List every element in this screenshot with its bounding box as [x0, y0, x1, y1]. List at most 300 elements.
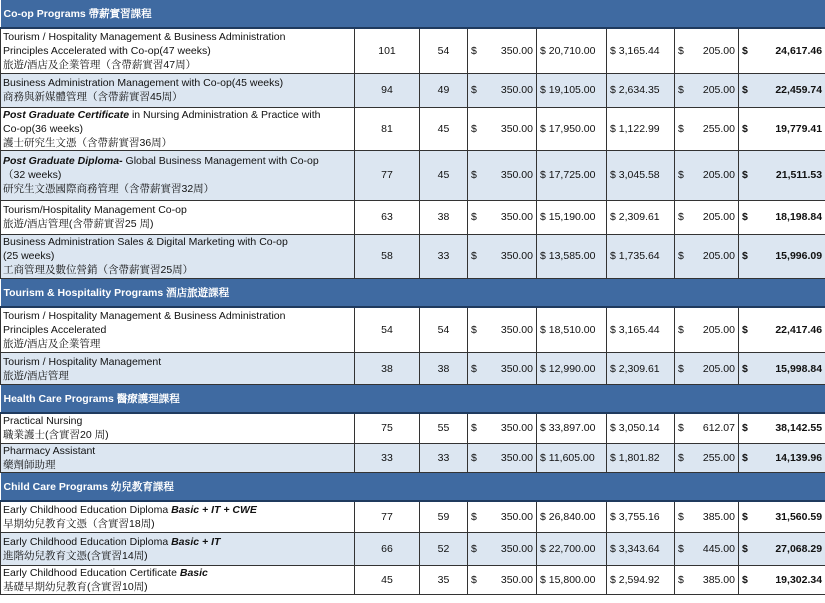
table-body — [1, 0, 825, 595]
tuition-fee: $ 17,950.00 — [537, 107, 607, 150]
books-fee: $ 3,343.64 — [607, 533, 675, 566]
program-name-text: 早期幼兒教育文憑（含實習18周) — [3, 517, 155, 530]
currency-symbol: $ — [471, 543, 477, 555]
tuition-fee: $ 18,510.00 — [537, 307, 607, 353]
application-fee-value — [471, 45, 533, 57]
currency-symbol: $ — [678, 422, 684, 435]
total-weeks: 58 — [355, 234, 420, 278]
total-cost-value — [742, 84, 822, 96]
application-fee — [468, 353, 537, 385]
application-fee-value — [471, 574, 533, 586]
program-name-line — [3, 263, 352, 277]
total-cost — [739, 443, 825, 472]
program-row — [1, 107, 825, 150]
currency-symbol: $ — [742, 122, 748, 135]
other-fee-value — [678, 363, 735, 375]
tuition-fee: $ 13,585.00 — [537, 234, 607, 278]
books-fee: $ 2,634.35 — [607, 73, 675, 107]
application-fee — [468, 533, 537, 566]
application-fee — [468, 150, 537, 200]
currency-symbol: $ — [471, 451, 477, 464]
other-fee-value — [678, 511, 735, 523]
program-name — [1, 533, 355, 566]
program-name — [1, 107, 355, 150]
amount: 18,198.84 — [775, 211, 823, 223]
application-fee-value — [471, 422, 533, 434]
program-name-line — [3, 458, 352, 472]
total-cost — [739, 150, 825, 200]
amount: 19,302.34 — [775, 574, 823, 586]
program-name-line — [3, 355, 352, 369]
program-name-text: 職業護士(含實習20 周) — [3, 429, 109, 442]
amount: 22,459.74 — [775, 84, 823, 96]
currency-symbol: $ — [678, 169, 684, 181]
program-name-text: 進階幼兒教育文憑(含實習14周) — [3, 550, 148, 562]
total-weeks: 38 — [355, 353, 420, 385]
application-fee — [468, 307, 537, 353]
currency-symbol: $ — [471, 44, 477, 57]
school-weeks: 54 — [420, 28, 468, 73]
tuition-fee: $ 15,800.00 — [537, 566, 607, 595]
other-fee — [675, 413, 739, 443]
total-weeks: 77 — [355, 150, 420, 200]
program-name-line — [3, 235, 352, 249]
amount: 15,998.84 — [775, 362, 823, 375]
section-header-row — [1, 0, 825, 28]
total-cost-value — [742, 363, 822, 375]
currency-symbol: $ — [742, 250, 748, 262]
application-fee-value — [471, 169, 533, 181]
section-header-row — [1, 472, 825, 501]
currency-symbol: $ — [471, 510, 477, 523]
program-name-line — [3, 30, 352, 44]
program-credential: Basic + IT — [171, 536, 221, 548]
amount: 350.00 — [500, 122, 533, 135]
application-fee — [468, 28, 537, 73]
books-fee: $ 1,801.82 — [607, 443, 675, 472]
other-fee — [675, 501, 739, 533]
total-cost-value — [742, 452, 822, 464]
school-weeks: 35 — [420, 566, 468, 595]
books-fee: $ 2,309.61 — [607, 353, 675, 385]
program-name-line — [3, 309, 352, 323]
application-fee — [468, 73, 537, 107]
program-row — [1, 353, 825, 385]
currency-symbol: $ — [742, 422, 748, 435]
books-fee: $ 3,165.44 — [607, 28, 675, 73]
amount: 445.00 — [702, 543, 735, 555]
application-fee — [468, 443, 537, 472]
other-fee — [675, 443, 739, 472]
program-name-text: Tourism / Hospitality Management & Business Administration — [3, 30, 286, 43]
currency-symbol: $ — [742, 211, 748, 223]
total-cost — [739, 413, 825, 443]
total-cost — [739, 234, 825, 278]
other-fee-value — [678, 324, 735, 336]
amount: 385.00 — [702, 510, 735, 523]
currency-symbol: $ — [471, 323, 477, 336]
program-name-text: Tourism / Hospitality Management & Business Administration — [3, 309, 286, 322]
program-name — [1, 413, 355, 443]
program-name-line — [3, 323, 352, 337]
tuition-fee: $ 20,710.00 — [537, 28, 607, 73]
program-name-line — [3, 517, 352, 531]
currency-symbol: $ — [742, 169, 748, 181]
program-name — [1, 353, 355, 385]
total-cost-value — [742, 169, 822, 181]
program-name — [1, 501, 355, 533]
books-fee: $ 3,165.44 — [607, 307, 675, 353]
total-cost — [739, 73, 825, 107]
tuition-fee: $ 33,897.00 — [537, 413, 607, 443]
total-weeks: 94 — [355, 73, 420, 107]
amount: 205.00 — [702, 323, 735, 336]
application-fee-value — [471, 324, 533, 336]
program-name-text: 工商管理及數位營銷（含帶薪實習25周） — [3, 264, 194, 276]
program-name-line — [3, 566, 352, 580]
program-name-text: 藥劑師助理 — [3, 458, 56, 471]
program-name-line — [3, 249, 352, 263]
school-weeks: 54 — [420, 307, 468, 353]
program-name-line — [3, 182, 352, 196]
program-name-line — [3, 428, 352, 442]
program-name-line — [3, 337, 352, 351]
program-name-line — [3, 549, 352, 563]
program-name-text: in Nursing Administration & Practice with — [129, 108, 321, 121]
total-cost-value — [742, 543, 822, 555]
amount: 31,560.59 — [775, 510, 823, 523]
currency-symbol: $ — [678, 211, 684, 223]
program-name-text: Tourism / Hospitality Management — [3, 355, 162, 368]
other-fee-value — [678, 452, 735, 464]
other-fee — [675, 566, 739, 595]
currency-symbol: $ — [678, 362, 684, 375]
amount: 205.00 — [702, 362, 735, 375]
currency-symbol: $ — [678, 543, 684, 555]
amount: 350.00 — [500, 250, 533, 262]
total-weeks: 63 — [355, 200, 420, 234]
total-cost-value — [742, 250, 822, 262]
total-cost — [739, 501, 825, 533]
total-cost-value — [742, 324, 822, 336]
other-fee-value — [678, 211, 735, 223]
program-name-line — [3, 217, 352, 231]
tuition-fee: $ 22,700.00 — [537, 533, 607, 566]
application-fee-value — [471, 452, 533, 464]
application-fee — [468, 501, 537, 533]
program-name — [1, 307, 355, 353]
books-fee: $ 2,309.61 — [607, 200, 675, 234]
total-weeks: 77 — [355, 501, 420, 533]
other-fee — [675, 28, 739, 73]
currency-symbol: $ — [742, 323, 748, 336]
currency-symbol: $ — [742, 362, 748, 375]
application-fee — [468, 234, 537, 278]
program-name-line — [3, 580, 352, 594]
total-cost-value — [742, 511, 822, 523]
other-fee — [675, 150, 739, 200]
program-name-text: Principles Accelerated with Co-op(47 weeks) — [3, 44, 211, 57]
school-weeks: 52 — [420, 533, 468, 566]
program-name-text: Early Childhood Education Diploma — [3, 503, 172, 516]
program-name-text: 研究生文憑國際商務管理（含帶薪實習32周） — [3, 183, 215, 195]
program-row — [1, 443, 825, 472]
school-weeks: 49 — [420, 73, 468, 107]
currency-symbol: $ — [742, 574, 748, 586]
program-name-text: Tourism/Hospitality Management Co-op — [3, 204, 187, 216]
school-weeks: 38 — [420, 200, 468, 234]
program-name-line — [3, 136, 352, 150]
program-name-text: Pharmacy Assistant — [3, 444, 96, 457]
program-name-text: Principles Accelerated — [3, 323, 107, 336]
amount: 21,511.53 — [775, 169, 823, 181]
total-weeks: 75 — [355, 413, 420, 443]
application-fee-value — [471, 363, 533, 375]
amount: 205.00 — [702, 211, 735, 223]
application-fee — [468, 200, 537, 234]
section-title: Tourism & Hospitality Programs 酒店旅遊課程 — [1, 278, 825, 307]
currency-symbol: $ — [471, 362, 477, 375]
school-weeks: 45 — [420, 150, 468, 200]
total-weeks: 66 — [355, 533, 420, 566]
total-cost-value — [742, 422, 822, 434]
program-name-text: 旅遊/酒店管理(含帶薪實習25 周) — [3, 218, 154, 230]
currency-symbol: $ — [742, 543, 748, 555]
program-name-text: (25 weeks) — [3, 250, 55, 262]
other-fee — [675, 234, 739, 278]
currency-symbol: $ — [678, 250, 684, 262]
program-name-text: Co-op(36 weeks) — [3, 122, 83, 135]
books-fee: $ 3,050.14 — [607, 413, 675, 443]
program-name-line — [3, 168, 352, 182]
currency-symbol: $ — [471, 169, 477, 181]
books-fee: $ 1,122.99 — [607, 107, 675, 150]
other-fee — [675, 353, 739, 385]
program-row — [1, 73, 825, 107]
program-row — [1, 200, 825, 234]
currency-symbol: $ — [471, 250, 477, 262]
amount: 350.00 — [500, 362, 533, 375]
program-name-line — [3, 203, 352, 217]
other-fee-value — [678, 123, 735, 135]
other-fee-value — [678, 422, 735, 434]
amount: 14,139.96 — [775, 451, 823, 464]
amount: 350.00 — [500, 323, 533, 336]
currency-symbol: $ — [742, 84, 748, 96]
currency-symbol: $ — [678, 451, 684, 464]
program-name-line — [3, 535, 352, 549]
total-cost — [739, 566, 825, 595]
amount: 350.00 — [500, 84, 533, 96]
amount: 612.07 — [702, 422, 735, 435]
currency-symbol: $ — [471, 84, 477, 96]
school-weeks: 59 — [420, 501, 468, 533]
program-row — [1, 501, 825, 533]
program-name-line — [3, 44, 352, 58]
program-name-text: Global Business Management with Co-op — [122, 155, 319, 167]
books-fee: $ 3,045.58 — [607, 150, 675, 200]
other-fee — [675, 200, 739, 234]
currency-symbol: $ — [678, 84, 684, 96]
amount: 38,142.55 — [775, 422, 823, 435]
amount: 350.00 — [500, 510, 533, 523]
other-fee — [675, 107, 739, 150]
program-name — [1, 150, 355, 200]
program-row — [1, 150, 825, 200]
currency-symbol: $ — [678, 122, 684, 135]
total-cost-value — [742, 123, 822, 135]
other-fee-value — [678, 574, 735, 586]
program-name — [1, 443, 355, 472]
program-name-line — [3, 58, 352, 72]
application-fee — [468, 107, 537, 150]
program-name-line — [3, 122, 352, 136]
amount: 350.00 — [500, 451, 533, 464]
program-name-text: 商務與新媒體管理（含帶薪實習45周） — [3, 91, 183, 103]
amount: 350.00 — [500, 44, 533, 57]
total-weeks: 101 — [355, 28, 420, 73]
program-name-line — [3, 444, 352, 458]
other-fee — [675, 73, 739, 107]
currency-symbol: $ — [471, 211, 477, 223]
program-row — [1, 533, 825, 566]
application-fee — [468, 566, 537, 595]
program-row — [1, 413, 825, 443]
tuition-fee: $ 19,105.00 — [537, 73, 607, 107]
currency-symbol: $ — [742, 451, 748, 464]
program-name-text: Practical Nursing — [3, 415, 83, 428]
tuition-fee: $ 12,990.00 — [537, 353, 607, 385]
amount: 205.00 — [702, 44, 735, 57]
application-fee-value — [471, 543, 533, 555]
program-name-text: 旅遊/酒店及企業管理（含帶薪實習47周） — [3, 58, 197, 71]
total-cost — [739, 353, 825, 385]
program-row — [1, 566, 825, 595]
program-name-line — [3, 503, 352, 517]
program-credential: Post Graduate Diploma- — [3, 155, 123, 167]
amount: 27,068.29 — [775, 543, 823, 555]
currency-symbol: $ — [678, 323, 684, 336]
total-cost — [739, 307, 825, 353]
program-name-line — [3, 414, 352, 428]
total-cost — [739, 107, 825, 150]
application-fee — [468, 413, 537, 443]
other-fee-value — [678, 543, 735, 555]
amount: 19,779.41 — [775, 122, 823, 135]
section-header-row — [1, 385, 825, 414]
program-credential: Post Graduate Certificate — [3, 108, 130, 121]
program-name-text: 旅遊/酒店及企業管理 — [3, 337, 101, 350]
tuition-fee: $ 17,725.00 — [537, 150, 607, 200]
total-cost — [739, 200, 825, 234]
program-credential: Basic + IT + CWE — [171, 503, 257, 516]
amount: 205.00 — [702, 250, 735, 262]
program-name-text: Early Childhood Education Diploma — [3, 536, 172, 548]
application-fee-value — [471, 511, 533, 523]
amount: 24,617.46 — [775, 44, 823, 57]
other-fee-value — [678, 45, 735, 57]
amount: 350.00 — [500, 422, 533, 435]
program-name-text: Business Administration Management with Co-op(45 weeks) — [3, 77, 284, 89]
total-weeks: 81 — [355, 107, 420, 150]
other-fee-value — [678, 84, 735, 96]
currency-symbol: $ — [471, 574, 477, 586]
program-name-text: Business Administration Sales & Digital Marketing with Co-op — [3, 236, 288, 248]
program-name-line — [3, 369, 352, 383]
currency-symbol: $ — [678, 510, 684, 523]
program-row — [1, 307, 825, 353]
total-weeks: 54 — [355, 307, 420, 353]
currency-symbol: $ — [678, 44, 684, 57]
books-fee: $ 3,755.16 — [607, 501, 675, 533]
tuition-fee: $ 26,840.00 — [537, 501, 607, 533]
amount: 350.00 — [500, 211, 533, 223]
amount: 15,996.09 — [775, 250, 823, 262]
total-weeks: 45 — [355, 566, 420, 595]
program-name-text: 基礎早期幼兒教育(含實習10周) — [3, 581, 148, 593]
total-cost-value — [742, 45, 822, 57]
program-name-text: Early Childhood Education Certificate — [3, 567, 180, 579]
total-cost-value — [742, 211, 822, 223]
amount: 255.00 — [702, 451, 735, 464]
amount: 385.00 — [702, 574, 735, 586]
program-name — [1, 566, 355, 595]
program-name — [1, 234, 355, 278]
program-row — [1, 234, 825, 278]
program-name — [1, 200, 355, 234]
currency-symbol: $ — [471, 122, 477, 135]
total-weeks: 33 — [355, 443, 420, 472]
other-fee-value — [678, 250, 735, 262]
tuition-fee: $ 15,190.00 — [537, 200, 607, 234]
program-name-text: 旅遊/酒店管理 — [3, 369, 69, 382]
school-weeks: 45 — [420, 107, 468, 150]
other-fee — [675, 307, 739, 353]
other-fee-value — [678, 169, 735, 181]
total-cost — [739, 533, 825, 566]
school-weeks: 55 — [420, 413, 468, 443]
school-weeks: 38 — [420, 353, 468, 385]
other-fee — [675, 533, 739, 566]
application-fee-value — [471, 211, 533, 223]
program-name-text: 護士研究生文憑（含帶薪實習36周） — [3, 136, 173, 149]
section-title: Co-op Programs 帶薪實習課程 — [1, 0, 825, 28]
amount: 205.00 — [702, 84, 735, 96]
books-fee: $ 2,594.92 — [607, 566, 675, 595]
currency-symbol: $ — [742, 44, 748, 57]
amount: 22,417.46 — [775, 323, 823, 336]
amount: 350.00 — [500, 169, 533, 181]
program-name-line — [3, 76, 352, 90]
program-row — [1, 28, 825, 73]
amount: 255.00 — [702, 122, 735, 135]
application-fee-value — [471, 123, 533, 135]
books-fee: $ 1,735.64 — [607, 234, 675, 278]
school-weeks: 33 — [420, 234, 468, 278]
program-name-line — [3, 108, 352, 122]
section-title: Child Care Programs 幼兒教育課程 — [1, 472, 825, 501]
amount: 205.00 — [702, 169, 735, 181]
program-name — [1, 73, 355, 107]
program-name — [1, 28, 355, 73]
application-fee-value — [471, 84, 533, 96]
amount: 350.00 — [500, 543, 533, 555]
currency-symbol: $ — [742, 510, 748, 523]
section-header-row — [1, 278, 825, 307]
currency-symbol: $ — [678, 574, 684, 586]
amount: 350.00 — [500, 574, 533, 586]
section-title: Health Care Programs 醫療護理課程 — [1, 385, 825, 414]
